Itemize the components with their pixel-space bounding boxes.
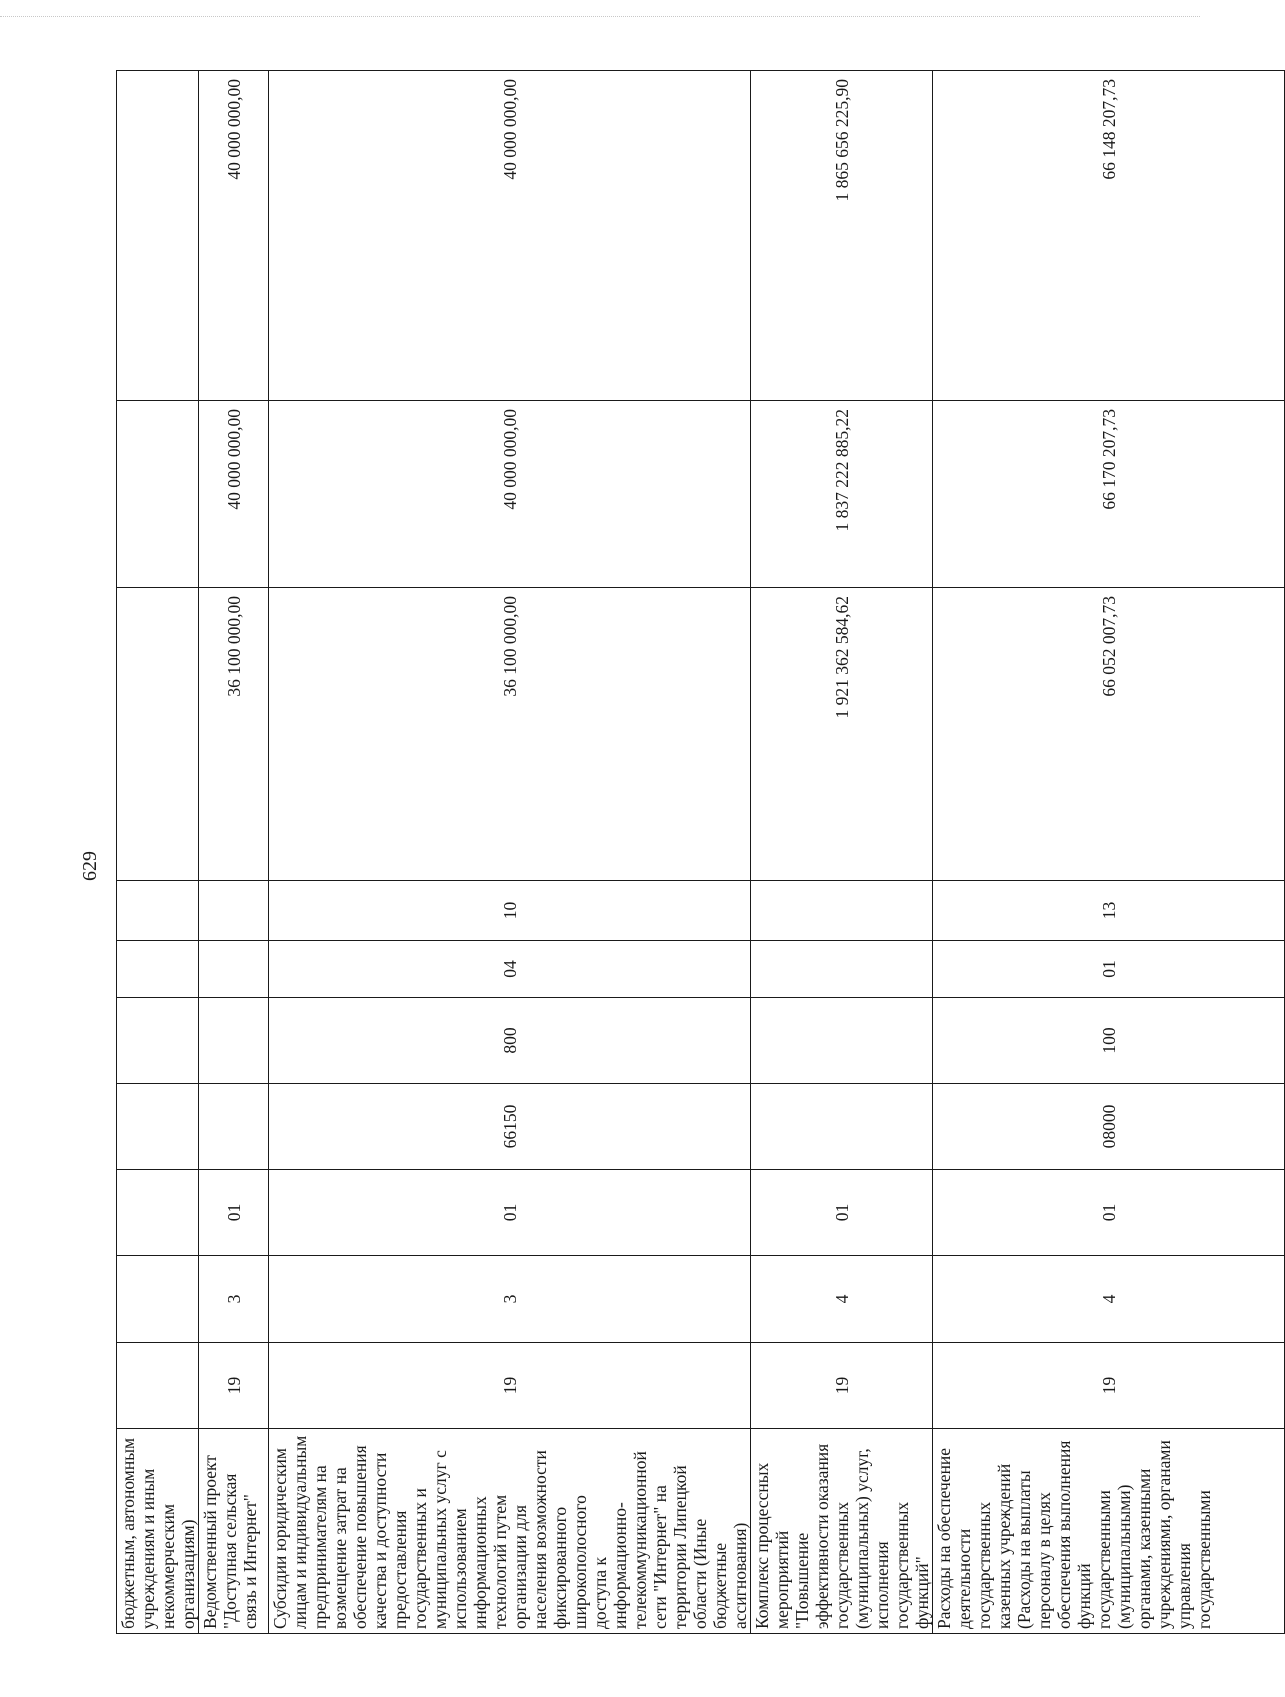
cell-grbs: 19 [751,1343,933,1429]
cell-section [199,941,269,998]
cell-program [117,1256,199,1343]
cell-grbs: 19 [933,1343,1285,1429]
cell-expense-type [117,998,199,1084]
cell-program: 4 [933,1256,1285,1343]
cell-expense-type: 100 [933,998,1285,1084]
cell-subprogram: 01 [199,1170,269,1256]
cell-sum-1: 36 100 000,00 [199,588,269,881]
budget-table-rotated [116,71,1214,1634]
cell-subprogram: 01 [751,1170,933,1256]
cell-sum-3: 1 865 656 225,90 [751,71,933,401]
cell-name: бюджетным, автономным учреждениям и иным некоммерческим организациям) [117,1429,199,1634]
cell-name: Комплекс процессных мероприятий "Повышение эффективности оказания государственных (муниципальных) услуг, исполнения государственных функций" [751,1429,933,1634]
cell-name: Субсидии юридическим лицам и индивидуальным предпринимателям на возмещение затрат на обеспечение повышения качества и доступности предоставления государственных и муниципальных услуг с использованием информационных технологий путем организации для населения возможности фиксированного широкополосного доступа к информационно-телекоммуникационной сети "Интернет" на территории Липецкой области (Иные бюджетные ассигнования) [269,1429,751,1634]
cell-subsection: 13 [933,881,1285,941]
table-row [933,71,1285,1634]
cell-sum-3 [117,71,199,401]
cell-direction: 66150 [269,1084,751,1170]
cell-program: 3 [199,1256,269,1343]
cell-direction [199,1084,269,1170]
cell-grbs: 19 [269,1343,751,1429]
cell-direction: 08000 [933,1084,1285,1170]
budget-table [116,70,1285,1634]
cell-subprogram [117,1170,199,1256]
cell-sum-3: 40 000 000,00 [269,71,751,401]
cell-subsection [751,881,933,941]
cell-sum-1 [117,588,199,881]
cell-grbs [117,1343,199,1429]
table-row [751,71,933,1634]
cell-section [117,941,199,998]
cell-sum-1: 36 100 000,00 [269,588,751,881]
cell-name: Ведомственный проект "Доступная сельская связь и Интернет" [199,1429,269,1634]
cell-sum-2 [117,401,199,588]
cell-subprogram: 01 [269,1170,751,1256]
cell-section [751,941,933,998]
cell-name: Расходы на обеспечение деятельности государственных казенных учреждений (Расходы на выплаты персоналу в целях обеспечения выполнения функций государственными (муниципальными) органами, казенными учреждениями, органами управления государственными [933,1429,1285,1634]
cell-section: 04 [269,941,751,998]
cell-sum-2: 40 000 000,00 [269,401,751,588]
cell-sum-2: 1 837 222 885,22 [751,401,933,588]
cell-expense-type [751,998,933,1084]
table-row [269,71,751,1634]
cell-sum-2: 66 170 207,73 [933,401,1285,588]
table-row [199,71,269,1634]
table-row [117,71,199,1634]
top-scan-edge [0,16,1200,17]
cell-expense-type [199,998,269,1084]
cell-sum-2: 40 000 000,00 [199,401,269,588]
cell-subprogram: 01 [933,1170,1285,1256]
cell-section: 01 [933,941,1285,998]
cell-program: 4 [751,1256,933,1343]
cell-sum-3: 40 000 000,00 [199,71,269,401]
cell-expense-type: 800 [269,998,751,1084]
cell-direction [117,1084,199,1170]
cell-sum-1: 1 921 362 584,62 [751,588,933,881]
cell-sum-1: 66 052 007,73 [933,588,1285,881]
cell-subsection [199,881,269,941]
cell-subsection [117,881,199,941]
cell-program: 3 [269,1256,751,1343]
cell-subsection: 10 [269,881,751,941]
cell-grbs: 19 [199,1343,269,1429]
cell-direction [751,1084,933,1170]
cell-sum-3: 66 148 207,73 [933,71,1285,401]
